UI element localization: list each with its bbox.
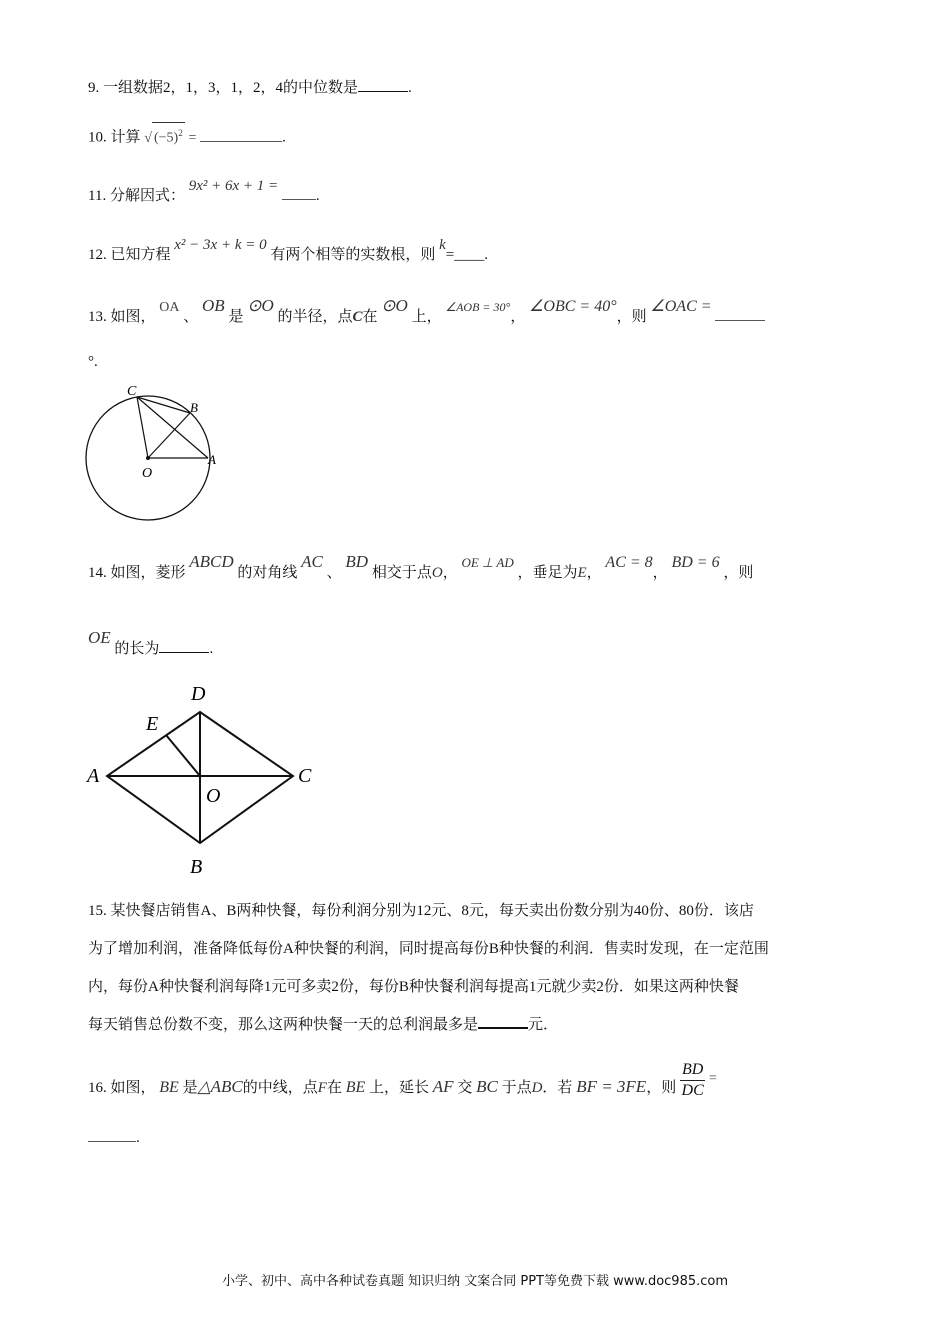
q15-line2: 为了增加利润，准备降低每份A种快餐的利润，同时提高每份B种快餐的利润．售卖时发现，在一定范围 <box>88 941 769 957</box>
q13-segment-oc <box>137 397 148 458</box>
q10-radicand: (−5) <box>153 130 179 146</box>
q13-comma: ， <box>510 309 526 325</box>
q14-abcd: ABCD <box>189 552 234 571</box>
q14-sep: 、 <box>326 565 342 581</box>
q14-label-b: B <box>190 856 203 878</box>
q14-line2 <box>88 628 214 659</box>
question-12 <box>88 237 489 265</box>
q14-comma3: ， <box>652 565 668 581</box>
q16-fraction <box>680 1060 705 1101</box>
q14-label-c: C <box>298 765 312 787</box>
q10-exponent: 2 <box>178 128 183 138</box>
q10-number: 10. <box>88 129 107 146</box>
q9-answer-blank <box>358 91 408 92</box>
q13-point-c: C <box>352 309 363 325</box>
q11-end: . <box>315 188 320 204</box>
q11-text: 分解因式： <box>109 188 185 204</box>
q16-af: AF <box>432 1076 454 1096</box>
q16-bc: BC <box>476 1076 498 1096</box>
question-9 <box>88 78 412 98</box>
q13-segment-cb <box>137 397 190 413</box>
q13-center-dot <box>146 456 150 460</box>
q16-text5: 上，延长 <box>369 1079 430 1096</box>
q14-text1: 如图，菱形 <box>110 565 186 581</box>
q13-label-a: A <box>208 452 216 467</box>
question-14 <box>88 552 754 583</box>
question-11 <box>88 178 320 206</box>
q15-end: 元． <box>528 1017 559 1033</box>
q14-number: 14. <box>88 565 107 581</box>
q12-k: k <box>439 237 446 253</box>
q16-text6: 交 <box>457 1079 473 1096</box>
q13-text5: 上， <box>411 309 442 325</box>
q11-expression: 9x² + 6x + 1 = <box>188 178 279 194</box>
q12-text1: 已知方程 <box>110 247 171 263</box>
q10-answer-blank <box>200 141 282 142</box>
q16-end: . <box>136 1130 140 1146</box>
q13-number: 13. <box>88 309 107 325</box>
q14-bd-equals-6: BD = 6 <box>671 554 720 571</box>
q16-answer-blank <box>88 1141 136 1142</box>
q14-label-o: O <box>206 785 221 807</box>
q12-end: =____. <box>445 247 489 263</box>
q13-text2: 是 <box>228 309 244 325</box>
q13-answer-blank <box>715 320 765 321</box>
q14-point-e: E <box>577 565 587 581</box>
q14-text4: ，垂足为 <box>517 565 578 581</box>
q14-perp: OE ⊥ AD <box>461 555 514 570</box>
q14-ac: AC <box>301 552 323 571</box>
q13-angle-oac: ∠OAC = <box>650 298 712 315</box>
q13-circle-o-2: ⊙O <box>381 296 408 315</box>
q13-text4: 在 <box>362 309 378 325</box>
q15-line1 <box>88 892 769 930</box>
q14-label-a: A <box>87 765 100 787</box>
q14-answer-blank <box>159 652 209 653</box>
q13-line2: °. <box>88 354 98 370</box>
q12-text2: 有两个相等的实数根，则 <box>270 247 436 263</box>
q10-sqrt: √ $(-5)^2$ <box>144 131 184 146</box>
q14-text3: 相交于点 <box>371 565 432 581</box>
q10-text: 计算 <box>110 129 141 146</box>
question-13 <box>88 296 765 328</box>
q14-comma2: ， <box>586 565 602 581</box>
q14-text6: 的长为 <box>114 641 160 657</box>
q13-label-o: O <box>142 466 153 481</box>
q12-equation: x² − 3x + k = 0 <box>174 237 267 253</box>
q11-answer-blank <box>282 199 316 200</box>
q16-text2: 是 <box>182 1079 198 1096</box>
q11-number: 11. <box>88 188 107 204</box>
q14-text5: ，则 <box>723 565 754 581</box>
q14-segment-oe <box>166 735 200 776</box>
q16-numerator: BD <box>680 1060 705 1081</box>
q13-angle-obc: ∠OBC = 40° <box>529 298 617 315</box>
q9-text: 一组数据2，1，3，1，2，4的中位数是 <box>103 80 359 96</box>
q16-equals: = <box>709 1070 717 1086</box>
q15-line1-text: 某快餐店销售A、B两种快餐，每份利润分别为12元、8元，每天卖出份数分别为40份、80份．该店 <box>110 903 754 919</box>
q16-text8: ．若 <box>542 1079 573 1096</box>
q15-line4 <box>88 1006 769 1044</box>
q16-line2 <box>88 1128 140 1148</box>
q13-oa: OA <box>159 300 180 315</box>
q15-answer-blank <box>478 1027 528 1029</box>
q15-line4-text: 每天销售总份数不变，那么这两种快餐一天的总利润最多是 <box>88 1017 479 1033</box>
q13-circle-o: ⊙O <box>247 296 274 315</box>
q13-label-c: C <box>127 384 137 399</box>
q16-text3: 的中线，点 <box>242 1079 318 1096</box>
q14-rhombus-figure <box>80 678 330 883</box>
q14-oe: OE <box>88 628 111 647</box>
q15-line3: 内，每份A种快餐利润每降1元可多卖2份，每份B种快餐利润每提高1元就少卖2份．如果这两种快餐 <box>88 979 739 995</box>
q14-comma: ， <box>442 565 458 581</box>
q13-comma2: ，则 <box>616 309 647 325</box>
q16-triangle: △ABC <box>197 1076 243 1096</box>
question-15 <box>88 892 769 1044</box>
q16-be: BE <box>159 1078 179 1096</box>
q13-text3: 的半径，点 <box>277 309 353 325</box>
q16-point-d: D <box>531 1079 543 1096</box>
q13-sep: 、 <box>183 309 199 325</box>
q16-text4: 在 <box>326 1079 342 1096</box>
q16-text7: 于点 <box>501 1079 532 1096</box>
q12-number: 12. <box>88 247 107 263</box>
q14-text2: 的对角线 <box>237 565 298 581</box>
q13-label-b: B <box>190 400 198 415</box>
q14-label-e: E <box>146 713 159 735</box>
q16-number: 16. <box>88 1079 107 1096</box>
q14-ac-equals-8: AC = 8 <box>605 554 653 571</box>
q14-bd: BD <box>345 552 369 571</box>
q16-point-f: F <box>317 1079 327 1096</box>
q13-circle-figure <box>80 380 220 525</box>
q10-equals: = <box>188 130 197 146</box>
q14-point-o: O <box>431 565 443 581</box>
q14-label-d: D <box>191 683 206 705</box>
q16-denominator: DC <box>681 1082 704 1099</box>
q16-be-2: BE <box>345 1078 366 1096</box>
q14-end: . <box>209 641 214 657</box>
q9-end: . <box>408 80 412 96</box>
q16-text9: ，则 <box>646 1079 677 1096</box>
q13-ob: OB <box>202 296 225 315</box>
page-footer: 小学、初中、高中各种试卷真题 知识归纳 文案合同 PPT等免费下载 www.doc985.com <box>221 1274 729 1289</box>
q15-number: 15. <box>88 903 107 919</box>
q10-end: . <box>282 129 286 146</box>
q13-segment-ob <box>148 413 190 458</box>
q16-condition: BF = 3FE <box>576 1076 647 1096</box>
q13-angle-aob: ∠AOB = 30° <box>445 300 511 314</box>
q9-number: 9. <box>88 80 100 96</box>
question-10 <box>88 122 286 149</box>
question-16 <box>88 1061 717 1109</box>
q16-text1: 如图， <box>110 1079 156 1096</box>
q13-text1: 如图， <box>110 309 156 325</box>
